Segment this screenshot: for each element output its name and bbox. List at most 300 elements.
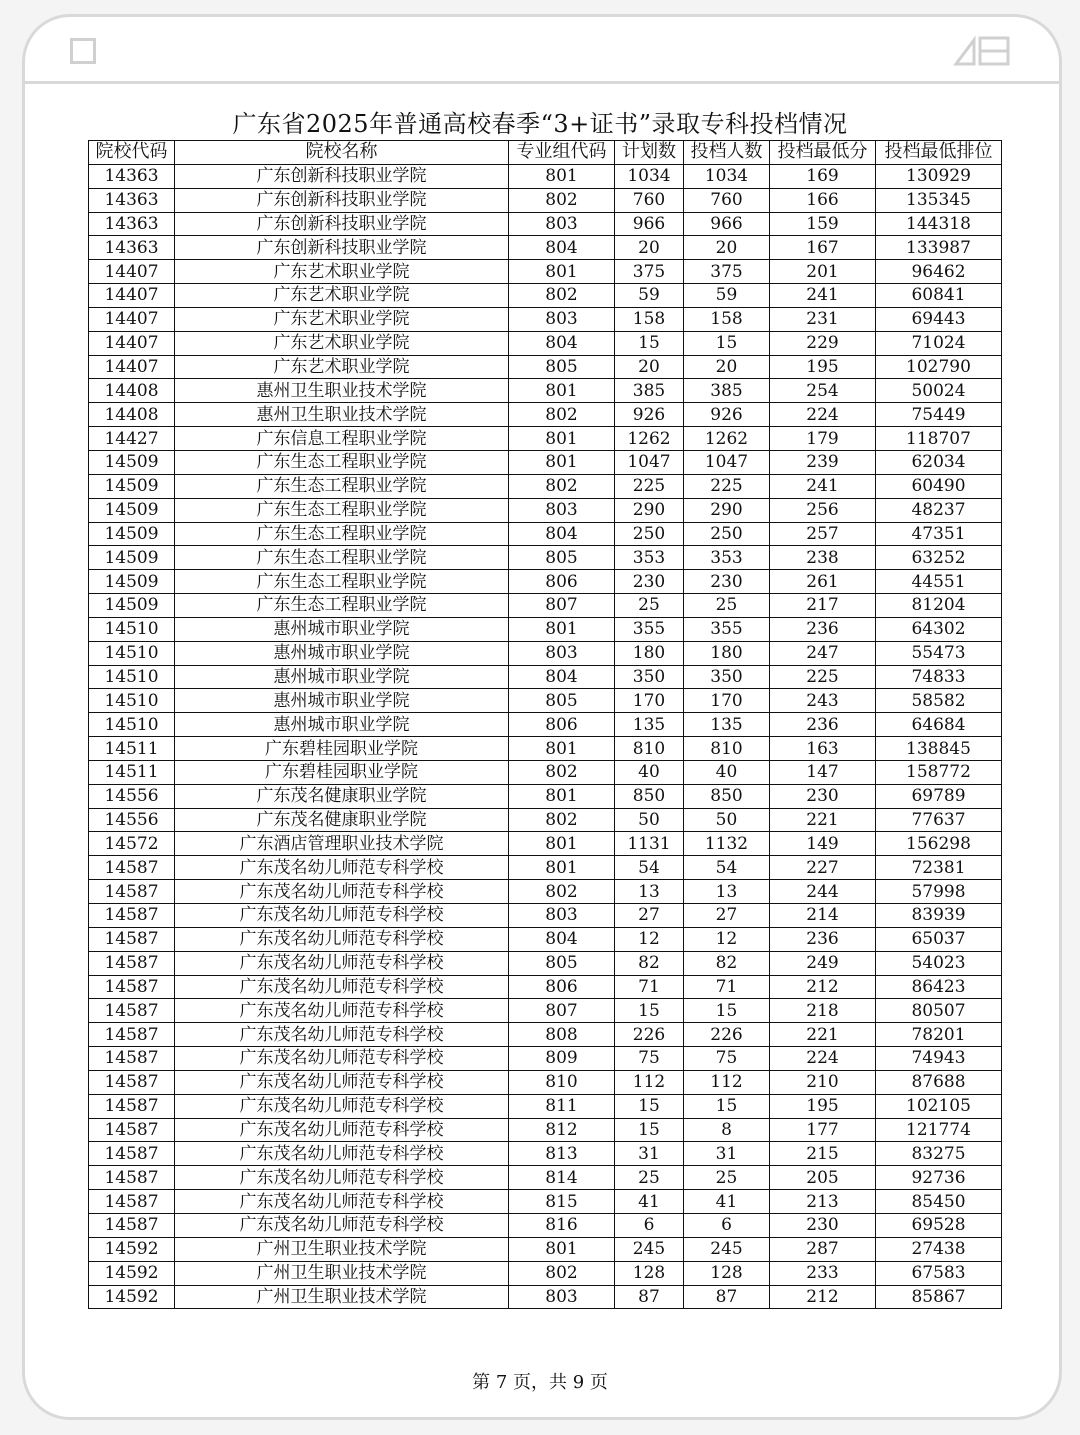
table-cell: 85867 <box>876 1285 1002 1309</box>
table-cell: 810 <box>684 737 770 761</box>
table-cell: 13 <box>684 880 770 904</box>
table-cell: 广东碧桂园职业学院 <box>175 760 509 784</box>
table-cell: 226 <box>684 1023 770 1047</box>
table-cell: 广州卫生职业技术学院 <box>175 1261 509 1285</box>
table-cell: 广东生态工程职业学院 <box>175 498 509 522</box>
table-row <box>89 1285 1002 1309</box>
table-row <box>89 570 1002 594</box>
table-row <box>89 1213 1002 1237</box>
table-row <box>89 236 1002 260</box>
table-row <box>89 1023 1002 1047</box>
table-row <box>89 1094 1002 1118</box>
table-row <box>89 951 1002 975</box>
table-cell: 15 <box>615 999 684 1023</box>
table-cell: 25 <box>615 594 684 618</box>
column-header: 专业组代码 <box>509 141 615 165</box>
table-cell: 77637 <box>876 808 1002 832</box>
table-cell: 48237 <box>876 498 1002 522</box>
table-cell: 50 <box>684 808 770 832</box>
table-cell: 27 <box>615 904 684 928</box>
table-cell: 14509 <box>89 546 175 570</box>
table-cell: 801 <box>509 737 615 761</box>
table-row <box>89 1190 1002 1214</box>
table-cell: 广东茂名幼儿师范专科学校 <box>175 1094 509 1118</box>
table-cell: 221 <box>770 808 876 832</box>
table-cell: 14509 <box>89 594 175 618</box>
table-cell: 13 <box>615 880 684 904</box>
table-cell: 60841 <box>876 284 1002 308</box>
table-cell: 221 <box>770 1023 876 1047</box>
table-row <box>89 546 1002 570</box>
table-cell: 926 <box>684 403 770 427</box>
table-cell: 816 <box>509 1213 615 1237</box>
table-cell: 225 <box>615 474 684 498</box>
table-row <box>89 760 1002 784</box>
table-cell: 14592 <box>89 1237 175 1261</box>
table-row <box>89 665 1002 689</box>
table-cell: 78201 <box>876 1023 1002 1047</box>
table-cell: 41 <box>684 1190 770 1214</box>
table-cell: 112 <box>684 1070 770 1094</box>
table-cell: 广东碧桂园职业学院 <box>175 737 509 761</box>
table-cell: 14510 <box>89 713 175 737</box>
table-cell: 14509 <box>89 522 175 546</box>
table-cell: 55473 <box>876 641 1002 665</box>
document-title: 广东省2025年普通高校春季“3+证书”录取专科投档情况 <box>232 110 848 138</box>
table-row <box>89 403 1002 427</box>
table-cell: 355 <box>615 617 684 641</box>
table-cell: 广东茂名幼儿师范专科学校 <box>175 999 509 1023</box>
table-cell: 290 <box>615 498 684 522</box>
table-cell: 14427 <box>89 427 175 451</box>
table-cell: 60490 <box>876 474 1002 498</box>
table-cell: 195 <box>770 1094 876 1118</box>
table-cell: 801 <box>509 379 615 403</box>
table-cell: 230 <box>770 784 876 808</box>
column-header: 投档人数 <box>684 141 770 165</box>
table-cell: 广东艺术职业学院 <box>175 331 509 355</box>
table-cell: 112 <box>615 1070 684 1094</box>
table-row <box>89 1047 1002 1071</box>
table-cell: 广东茂名幼儿师范专科学校 <box>175 951 509 975</box>
table-row <box>89 832 1002 856</box>
table-cell: 63252 <box>876 546 1002 570</box>
table-cell: 225 <box>684 474 770 498</box>
table-cell: 218 <box>770 999 876 1023</box>
table-cell: 121774 <box>876 1118 1002 1142</box>
table-cell: 87688 <box>876 1070 1002 1094</box>
page-view-icon[interactable] <box>70 38 96 64</box>
table-cell: 1047 <box>615 450 684 474</box>
table-row <box>89 284 1002 308</box>
table-cell: 806 <box>509 570 615 594</box>
table-cell: 14587 <box>89 880 175 904</box>
table-cell: 210 <box>770 1070 876 1094</box>
table-cell: 966 <box>615 212 684 236</box>
table-cell: 14408 <box>89 403 175 427</box>
table-row <box>89 1261 1002 1285</box>
table-cell: 广东茂名幼儿师范专科学校 <box>175 1047 509 1071</box>
table-cell: 804 <box>509 927 615 951</box>
table-cell: 广东茂名幼儿师范专科学校 <box>175 1213 509 1237</box>
table-cell: 14587 <box>89 999 175 1023</box>
table-cell: 80507 <box>876 999 1002 1023</box>
column-header: 投档最低分 <box>770 141 876 165</box>
table-cell: 广州卫生职业技术学院 <box>175 1285 509 1309</box>
table-cell: 813 <box>509 1142 615 1166</box>
table-cell: 118707 <box>876 427 1002 451</box>
table-cell: 14407 <box>89 307 175 331</box>
table-cell: 144318 <box>876 212 1002 236</box>
table-cell: 92736 <box>876 1166 1002 1190</box>
table-cell: 802 <box>509 808 615 832</box>
table-cell: 350 <box>615 665 684 689</box>
table-cell: 广东茂名幼儿师范专科学校 <box>175 904 509 928</box>
table-cell: 74833 <box>876 665 1002 689</box>
table-cell: 47351 <box>876 522 1002 546</box>
table-cell: 14509 <box>89 450 175 474</box>
table-cell: 803 <box>509 498 615 522</box>
table-row <box>89 856 1002 880</box>
table-cell: 75 <box>684 1047 770 1071</box>
table-cell: 217 <box>770 594 876 618</box>
table-cell: 212 <box>770 1285 876 1309</box>
table-cell: 375 <box>684 260 770 284</box>
table-cell: 广东茂名幼儿师范专科学校 <box>175 1023 509 1047</box>
table-cell: 54023 <box>876 951 1002 975</box>
table-cell: 802 <box>509 188 615 212</box>
table-row <box>89 379 1002 403</box>
table-cell: 15 <box>684 999 770 1023</box>
table-cell: 227 <box>770 856 876 880</box>
table-cell: 41 <box>615 1190 684 1214</box>
table-cell: 156298 <box>876 832 1002 856</box>
table-cell: 83275 <box>876 1142 1002 1166</box>
table-cell: 64302 <box>876 617 1002 641</box>
table-cell: 166 <box>770 188 876 212</box>
table-cell: 67583 <box>876 1261 1002 1285</box>
table-cell: 14587 <box>89 1070 175 1094</box>
table-cell: 31 <box>615 1142 684 1166</box>
table-cell: 801 <box>509 784 615 808</box>
table-cell: 236 <box>770 713 876 737</box>
table-cell: 14407 <box>89 284 175 308</box>
column-header: 院校代码 <box>89 141 175 165</box>
table-cell: 1034 <box>615 164 684 188</box>
table-cell: 20 <box>684 236 770 260</box>
table-cell: 64684 <box>876 713 1002 737</box>
table-cell: 14587 <box>89 856 175 880</box>
table-cell: 8 <box>684 1118 770 1142</box>
table-cell: 806 <box>509 713 615 737</box>
table-row <box>89 427 1002 451</box>
table-cell: 385 <box>684 379 770 403</box>
table-cell: 71 <box>684 975 770 999</box>
table-row <box>89 713 1002 737</box>
table-cell: 808 <box>509 1023 615 1047</box>
table-cell: 14587 <box>89 1190 175 1214</box>
table-cell: 801 <box>509 427 615 451</box>
table-cell: 27 <box>684 904 770 928</box>
table-cell: 254 <box>770 379 876 403</box>
table-cell: 14587 <box>89 1166 175 1190</box>
table-cell: 25 <box>684 1166 770 1190</box>
table-row <box>89 450 1002 474</box>
table-cell: 惠州城市职业学院 <box>175 617 509 641</box>
table-cell: 59 <box>684 284 770 308</box>
table-cell: 广东茂名幼儿师范专科学校 <box>175 1166 509 1190</box>
table-cell: 14510 <box>89 617 175 641</box>
table-cell: 15 <box>615 331 684 355</box>
table-cell: 惠州卫生职业技术学院 <box>175 379 509 403</box>
table-cell: 14363 <box>89 188 175 212</box>
table-cell: 广东茂名幼儿师范专科学校 <box>175 927 509 951</box>
table-cell: 385 <box>615 379 684 403</box>
table-cell: 惠州城市职业学院 <box>175 713 509 737</box>
table-cell: 广东创新科技职业学院 <box>175 212 509 236</box>
table-cell: 225 <box>770 665 876 689</box>
table-cell: 177 <box>770 1118 876 1142</box>
table-cell: 128 <box>615 1261 684 1285</box>
table-cell: 71 <box>615 975 684 999</box>
table-cell: 803 <box>509 641 615 665</box>
table-cell: 62034 <box>876 450 1002 474</box>
table-cell: 806 <box>509 975 615 999</box>
table-cell: 15 <box>615 1118 684 1142</box>
table-cell: 12 <box>615 927 684 951</box>
table-cell: 805 <box>509 355 615 379</box>
table-cell: 158 <box>615 307 684 331</box>
table-cell: 惠州城市职业学院 <box>175 665 509 689</box>
table-cell: 14363 <box>89 236 175 260</box>
table-cell: 243 <box>770 689 876 713</box>
table-cell: 803 <box>509 1285 615 1309</box>
table-cell: 966 <box>684 212 770 236</box>
table-cell: 广东艺术职业学院 <box>175 260 509 284</box>
table-header-row <box>89 141 1002 165</box>
table-cell: 20 <box>684 355 770 379</box>
table-cell: 广东艺术职业学院 <box>175 355 509 379</box>
table-cell: 广东艺术职业学院 <box>175 284 509 308</box>
table-cell: 71024 <box>876 331 1002 355</box>
table-cell: 惠州城市职业学院 <box>175 641 509 665</box>
table-row <box>89 1070 1002 1094</box>
table-cell: 802 <box>509 474 615 498</box>
table-cell: 804 <box>509 665 615 689</box>
table-cell: 128 <box>684 1261 770 1285</box>
table-cell: 239 <box>770 450 876 474</box>
table-cell: 102790 <box>876 355 1002 379</box>
table-cell: 803 <box>509 307 615 331</box>
table-cell: 170 <box>684 689 770 713</box>
table-row <box>89 1142 1002 1166</box>
table-cell: 14572 <box>89 832 175 856</box>
viewer-toolbar <box>22 14 1062 84</box>
table-cell: 244 <box>770 880 876 904</box>
table-cell: 14509 <box>89 498 175 522</box>
table-cell: 1047 <box>684 450 770 474</box>
table-cell: 215 <box>770 1142 876 1166</box>
table-row <box>89 260 1002 284</box>
table-cell: 75449 <box>876 403 1002 427</box>
table-cell: 850 <box>615 784 684 808</box>
table-cell: 14510 <box>89 665 175 689</box>
page-number: 第 7 页，共 9 页 <box>472 1372 608 1393</box>
table-cell: 810 <box>509 1070 615 1094</box>
table-cell: 201 <box>770 260 876 284</box>
table-cell: 14363 <box>89 164 175 188</box>
table-cell: 135345 <box>876 188 1002 212</box>
table-cell: 1132 <box>684 832 770 856</box>
table-cell: 14592 <box>89 1261 175 1285</box>
table-cell: 69789 <box>876 784 1002 808</box>
table-cell: 212 <box>770 975 876 999</box>
edit-page-icon[interactable] <box>952 34 1018 68</box>
table-cell: 224 <box>770 1047 876 1071</box>
table-cell: 812 <box>509 1118 615 1142</box>
table-cell: 57998 <box>876 880 1002 904</box>
table-cell: 801 <box>509 450 615 474</box>
table-cell: 245 <box>684 1237 770 1261</box>
table-row <box>89 188 1002 212</box>
table-cell: 807 <box>509 999 615 1023</box>
table-cell: 803 <box>509 904 615 928</box>
table-cell: 14408 <box>89 379 175 403</box>
table-cell: 170 <box>615 689 684 713</box>
table-row <box>89 522 1002 546</box>
table-cell: 81204 <box>876 594 1002 618</box>
table-row <box>89 1237 1002 1261</box>
table-cell: 50024 <box>876 379 1002 403</box>
table-cell: 205 <box>770 1166 876 1190</box>
table-cell: 广东茂名幼儿师范专科学校 <box>175 1070 509 1094</box>
table-cell: 179 <box>770 427 876 451</box>
table-cell: 801 <box>509 832 615 856</box>
table-cell: 14509 <box>89 570 175 594</box>
table-cell: 213 <box>770 1190 876 1214</box>
table-cell: 801 <box>509 164 615 188</box>
table-cell: 1131 <box>615 832 684 856</box>
table-cell: 广东生态工程职业学院 <box>175 594 509 618</box>
table-cell: 14587 <box>89 951 175 975</box>
table-cell: 802 <box>509 760 615 784</box>
table-cell: 247 <box>770 641 876 665</box>
table-cell: 249 <box>770 951 876 975</box>
table-cell: 82 <box>684 951 770 975</box>
table-cell: 50 <box>615 808 684 832</box>
table-cell: 814 <box>509 1166 615 1190</box>
table-cell: 广东茂名幼儿师范专科学校 <box>175 856 509 880</box>
table-cell: 287 <box>770 1237 876 1261</box>
table-cell: 72381 <box>876 856 1002 880</box>
table-cell: 138845 <box>876 737 1002 761</box>
table-cell: 149 <box>770 832 876 856</box>
table-cell: 14510 <box>89 689 175 713</box>
table-cell: 350 <box>684 665 770 689</box>
table-cell: 241 <box>770 284 876 308</box>
table-cell: 44551 <box>876 570 1002 594</box>
table-cell: 241 <box>770 474 876 498</box>
table-cell: 14407 <box>89 260 175 284</box>
table-cell: 27438 <box>876 1237 1002 1261</box>
table-cell: 广东茂名健康职业学院 <box>175 808 509 832</box>
table-cell: 147 <box>770 760 876 784</box>
table-cell: 15 <box>684 331 770 355</box>
table-cell: 236 <box>770 927 876 951</box>
table-cell: 14556 <box>89 808 175 832</box>
table-cell: 54 <box>615 856 684 880</box>
table-cell: 353 <box>684 546 770 570</box>
column-header: 院校名称 <box>175 141 509 165</box>
table-cell: 355 <box>684 617 770 641</box>
table-cell: 82 <box>615 951 684 975</box>
table-cell: 802 <box>509 1261 615 1285</box>
table-cell: 226 <box>615 1023 684 1047</box>
table-cell: 广东艺术职业学院 <box>175 307 509 331</box>
table-cell: 804 <box>509 522 615 546</box>
table-cell: 20 <box>615 355 684 379</box>
table-cell: 6 <box>615 1213 684 1237</box>
table-cell: 14587 <box>89 975 175 999</box>
table-cell: 14587 <box>89 1142 175 1166</box>
table-row <box>89 164 1002 188</box>
table-row <box>89 212 1002 236</box>
table-cell: 250 <box>684 522 770 546</box>
table-cell: 59 <box>615 284 684 308</box>
table-cell: 802 <box>509 880 615 904</box>
table-cell: 14587 <box>89 927 175 951</box>
table-cell: 245 <box>615 1237 684 1261</box>
table-cell: 804 <box>509 236 615 260</box>
table-cell: 801 <box>509 617 615 641</box>
table-cell: 广东茂名幼儿师范专科学校 <box>175 1142 509 1166</box>
table-cell: 163 <box>770 737 876 761</box>
table-cell: 353 <box>615 546 684 570</box>
table-row <box>89 1166 1002 1190</box>
table-cell: 167 <box>770 236 876 260</box>
table-cell: 214 <box>770 904 876 928</box>
table-cell: 375 <box>615 260 684 284</box>
table-cell: 233 <box>770 1261 876 1285</box>
table-cell: 801 <box>509 856 615 880</box>
table-cell: 811 <box>509 1094 615 1118</box>
table-row <box>89 975 1002 999</box>
table-cell: 805 <box>509 689 615 713</box>
table-cell: 803 <box>509 212 615 236</box>
table-cell: 805 <box>509 546 615 570</box>
table-row <box>89 355 1002 379</box>
table-cell: 159 <box>770 212 876 236</box>
table-cell: 广东生态工程职业学院 <box>175 570 509 594</box>
table-cell: 15 <box>615 1094 684 1118</box>
table-cell: 广东生态工程职业学院 <box>175 522 509 546</box>
table-cell: 802 <box>509 403 615 427</box>
table-cell: 14407 <box>89 355 175 379</box>
table-cell: 54 <box>684 856 770 880</box>
table-cell: 87 <box>684 1285 770 1309</box>
table-cell: 广州卫生职业技术学院 <box>175 1237 509 1261</box>
table-cell: 257 <box>770 522 876 546</box>
table-cell: 14407 <box>89 331 175 355</box>
table-cell: 14509 <box>89 474 175 498</box>
table-cell: 14363 <box>89 212 175 236</box>
table-row <box>89 808 1002 832</box>
table-cell: 760 <box>615 188 684 212</box>
table-cell: 广东茂名健康职业学院 <box>175 784 509 808</box>
table-cell: 6 <box>684 1213 770 1237</box>
table-cell: 74943 <box>876 1047 1002 1071</box>
table-cell: 1262 <box>615 427 684 451</box>
